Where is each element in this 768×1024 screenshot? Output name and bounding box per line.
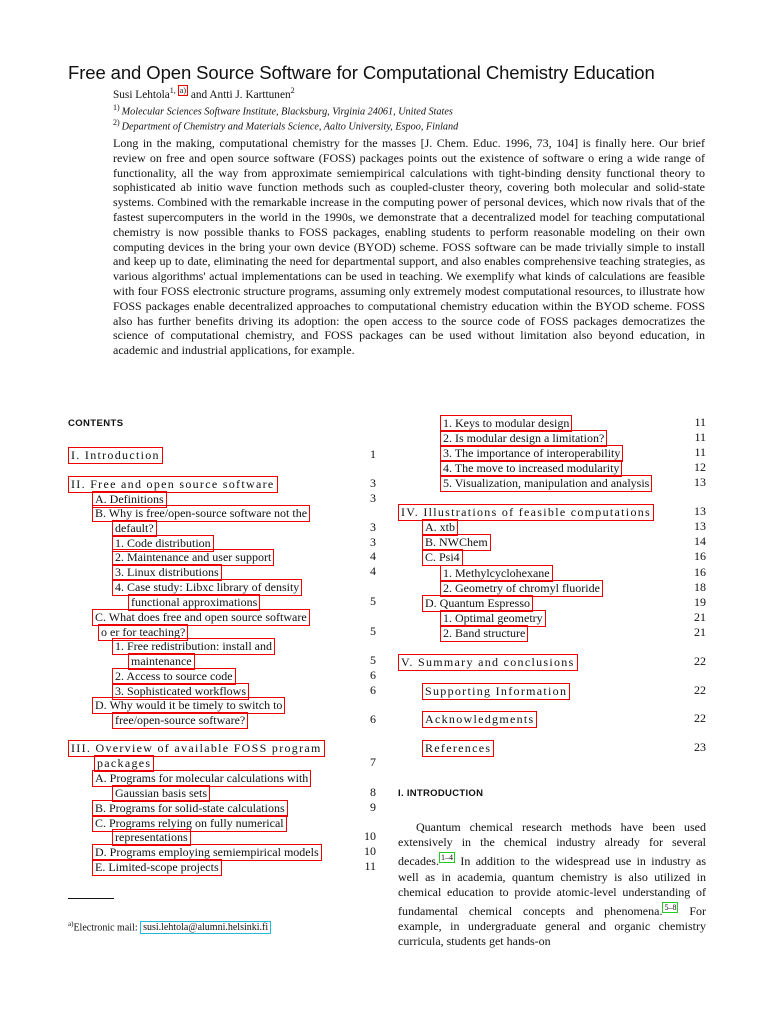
toc-page-number: 21 xyxy=(694,610,706,624)
toc-entry-title[interactable]: B. NWChem xyxy=(422,534,491,551)
toc-entry-title[interactable]: C. Psi4 xyxy=(422,549,463,566)
toc-page-number: 22 xyxy=(694,711,706,725)
toc-page-number: 23 xyxy=(694,740,706,754)
toc-entry-title[interactable]: D. Programs employing semiempirical models xyxy=(92,844,322,861)
toc-page-number: 16 xyxy=(694,565,706,579)
toc-page-number: 11 xyxy=(694,415,706,429)
toc-entry-title[interactable]: o er for teaching? xyxy=(98,624,188,641)
toc-page-number: 6 xyxy=(370,668,376,682)
toc-entry[interactable] xyxy=(398,654,578,671)
toc-page-number: 9 xyxy=(370,800,376,814)
toc-page-number: 4 xyxy=(370,564,376,578)
toc-entry-title[interactable]: free/open-source software? xyxy=(112,712,248,729)
toc-entry-title[interactable]: C. Programs relying on fully numerical xyxy=(92,815,287,832)
toc-entry-title[interactable]: 1. Code distribution xyxy=(112,535,214,552)
toc-entry-title[interactable]: 4. The move to increased modularity xyxy=(440,460,622,477)
toc-entry-title[interactable]: A. Definitions xyxy=(92,491,167,508)
toc-entry-title[interactable]: Gaussian basis sets xyxy=(112,785,210,802)
toc-page-number: 13 xyxy=(694,504,706,518)
toc-page-number: 7 xyxy=(370,755,376,769)
affiliation-1: $^{1)}$ Molecular Sciences Software Institute, Blacksburg, Virginia 24061, United States xyxy=(113,103,453,118)
author-2: Antti J. Karttunen xyxy=(209,88,291,101)
toc-entry-title[interactable]: D. Why would it be timely to switch to xyxy=(92,697,285,714)
toc-entry-title[interactable]: maintenance xyxy=(128,653,195,670)
toc-entry-title[interactable]: 4. Case study: Libxc library of density xyxy=(112,579,302,596)
toc-page-number: 13 xyxy=(694,475,706,489)
toc-entry-title[interactable]: packages xyxy=(94,755,154,772)
toc-page-number: 10 xyxy=(364,844,376,858)
toc-entry-title[interactable]: V. Summary and conclusions xyxy=(398,654,578,671)
toc-entry[interactable] xyxy=(440,625,528,642)
footnote-rule xyxy=(68,898,114,899)
toc-entry-title[interactable]: A. xtb xyxy=(422,519,458,536)
toc-entry-title[interactable]: IV. Illustrations of feasible computations xyxy=(398,504,654,521)
toc-entry[interactable] xyxy=(422,549,463,566)
toc-page-number: 18 xyxy=(694,580,706,594)
toc-entry-title[interactable]: E. Limited-scope projects xyxy=(92,859,222,876)
toc-page-number: 11 xyxy=(694,445,706,459)
introduction-heading: I. INTRODUCTION xyxy=(398,788,484,799)
toc-entry-title[interactable]: 2. Maintenance and user support xyxy=(112,549,274,566)
toc-entry[interactable] xyxy=(422,740,494,757)
toc-page-number: 12 xyxy=(694,460,706,474)
footnote: $^{a)}$Electronic mail: susi.lehtola@alumni.helsinki.fi xyxy=(68,920,271,933)
toc-page-number: 1 xyxy=(370,447,376,461)
toc-entry-title[interactable]: 1. Keys to modular design xyxy=(440,415,572,432)
toc-page-number: 13 xyxy=(694,519,706,533)
toc-page-number: 11 xyxy=(694,430,706,444)
introduction-paragraph: Quantum chemical research methods have been used extensively in the chemical industry already for several decades. $^{1-4}$ In addition to the widespread use in industry as well as in academia, quantum chemistry is also utilized in chemical education to provide atomic-level understanding of fundamental chemical concepts and phenomena. $^{5-8}$ For example, in undergraduate general and organic chemistry curricula, students get hands-on xyxy=(398,820,707,949)
citation-link[interactable]: 1–4 xyxy=(440,853,453,863)
toc-page-number: 22 xyxy=(694,683,706,697)
toc-page-number: 5 xyxy=(370,653,376,667)
toc-entry-title[interactable]: C. What does free and open source software xyxy=(92,609,310,626)
toc-entry[interactable] xyxy=(112,712,248,729)
toc-entry[interactable] xyxy=(422,711,537,728)
toc-entry-title[interactable]: 3. The importance of interoperability xyxy=(440,445,623,462)
email-link[interactable]: susi.lehtola@alumni.helsinki.fi xyxy=(140,921,271,934)
toc-entry-title[interactable]: B. Why is free/open-source software not the xyxy=(92,505,310,522)
toc-page-number: 11 xyxy=(364,859,376,873)
toc-entry-title[interactable]: 5. Visualization, manipulation and analysis xyxy=(440,475,652,492)
toc-entry-title[interactable]: 1. Free redistribution: install and xyxy=(112,638,275,655)
citation-link[interactable]: 5–8 xyxy=(664,903,677,913)
toc-entry[interactable] xyxy=(422,683,570,700)
toc-entry[interactable] xyxy=(92,859,222,876)
toc-entry-title[interactable]: default? xyxy=(112,520,157,537)
affiliation-2: $^{2)}$ Department of Chemistry and Materials Science, Aalto University, Espoo, Finland xyxy=(113,118,459,133)
toc-entry-title[interactable]: II. Free and open source software xyxy=(68,476,278,493)
toc-entry-title[interactable]: References xyxy=(422,740,494,757)
toc-page-number: 22 xyxy=(694,654,706,668)
toc-entry-title[interactable]: I. Introduction xyxy=(68,447,163,464)
abstract: Long in the making, computational chemistry for the masses [J. Chem. Educ. 1996, 73, 104] is finally here. Our brief review on free and open source software (FOSS) packages points out the existence of software o ering a wide range of functionality, all the way from approximate semiempirical calculations with tight-binding density functional theory to sophisticated ab initio wave function methods such as coupled-cluster theory, covering both molecular and solid-state systems. Combined with the remarkable increase in the computing power of personal devices, which now rivals that of the fastest supercomputers in the world in the 1990s, we demonstrate that a decentralized model for teaching computational chemistry is now possible thanks to FOSS packages, enabling students to perform reasonable modeling on their own computing devices in the bring your own device (BYOD) scheme. FOSS software can be made trivially simple to install and keep up to date, eliminating the need for departmental support, and also enables comprehensive teaching strategies, as various algorithms' actual implementations can be used in teaching. We exemplify what kinds of calculations are feasible with four FOSS electronic structure programs, assuming only extremely modest computational resources, to illustrate how FOSS packages enable decentralized approaches to computational chemistry education within the BYOD scheme. FOSS also has further benefits driving its adoption: the open access to the source code of FOSS packages democratizes the science of computational chemistry, and FOSS packages can be used without limitation also beyond education, in academic and industrial applications, for example. xyxy=(113,136,705,358)
toc-entry-title[interactable]: D. Quantum Espresso xyxy=(422,595,533,612)
toc-entry-title[interactable]: A. Programs for molecular calculations with xyxy=(92,770,311,787)
toc-entry-title[interactable]: 1. Methylcyclohexane xyxy=(440,565,553,582)
author-1: Susi Lehtola xyxy=(113,88,170,101)
toc-entry-title[interactable]: 2. Geometry of chromyl fluoride xyxy=(440,580,603,597)
toc-entry-title[interactable]: 2. Access to source code xyxy=(112,668,236,685)
toc-entry-title[interactable]: 3. Linux distributions xyxy=(112,564,222,581)
toc-entry-title[interactable]: B. Programs for solid-state calculations xyxy=(92,800,288,817)
toc-entry[interactable] xyxy=(68,447,163,464)
toc-page-number: 3 xyxy=(370,491,376,505)
toc-page-number: 8 xyxy=(370,785,376,799)
toc-entry-title[interactable]: functional approximations xyxy=(128,594,260,611)
toc-entry-title[interactable]: 1. Optimal geometry xyxy=(440,610,546,627)
toc-page-number: 4 xyxy=(370,549,376,563)
toc-page-number: 16 xyxy=(694,549,706,563)
author-note-link[interactable]: a) xyxy=(179,86,187,95)
toc-entry-title[interactable]: Supporting Information xyxy=(422,683,570,700)
toc-entry-title[interactable]: 3. Sophisticated workflows xyxy=(112,683,249,700)
toc-page-number: 5 xyxy=(370,624,376,638)
toc-page-number: 19 xyxy=(694,595,706,609)
toc-page-number: 3 xyxy=(370,535,376,549)
toc-page-number: 21 xyxy=(694,625,706,639)
toc-page-number: 3 xyxy=(370,520,376,534)
toc-page-number: 10 xyxy=(364,829,376,843)
toc-page-number: 5 xyxy=(370,594,376,608)
toc-page-number: 6 xyxy=(370,712,376,726)
toc-entry-title[interactable]: representations xyxy=(112,829,191,846)
toc-page-number: 6 xyxy=(370,683,376,697)
contents-heading: CONTENTS xyxy=(68,418,124,429)
author-line: Susi Lehtola$^{1,}$ $^{a)}$ and Antti J. Karttunen$^2$ xyxy=(113,86,295,101)
toc-entry-title[interactable]: III. Overview of available FOSS program xyxy=(68,740,325,757)
toc-entry-title[interactable]: Acknowledgments xyxy=(422,711,537,728)
toc-entry-title[interactable]: 2. Is modular design a limitation? xyxy=(440,430,607,447)
toc-page-number: 14 xyxy=(694,534,706,548)
toc-entry-title[interactable]: 2. Band structure xyxy=(440,625,528,642)
toc-page-number: 3 xyxy=(370,476,376,490)
paper-title: Free and Open Source Software for Computational Chemistry Education xyxy=(68,62,655,83)
toc-entry[interactable] xyxy=(440,475,652,492)
